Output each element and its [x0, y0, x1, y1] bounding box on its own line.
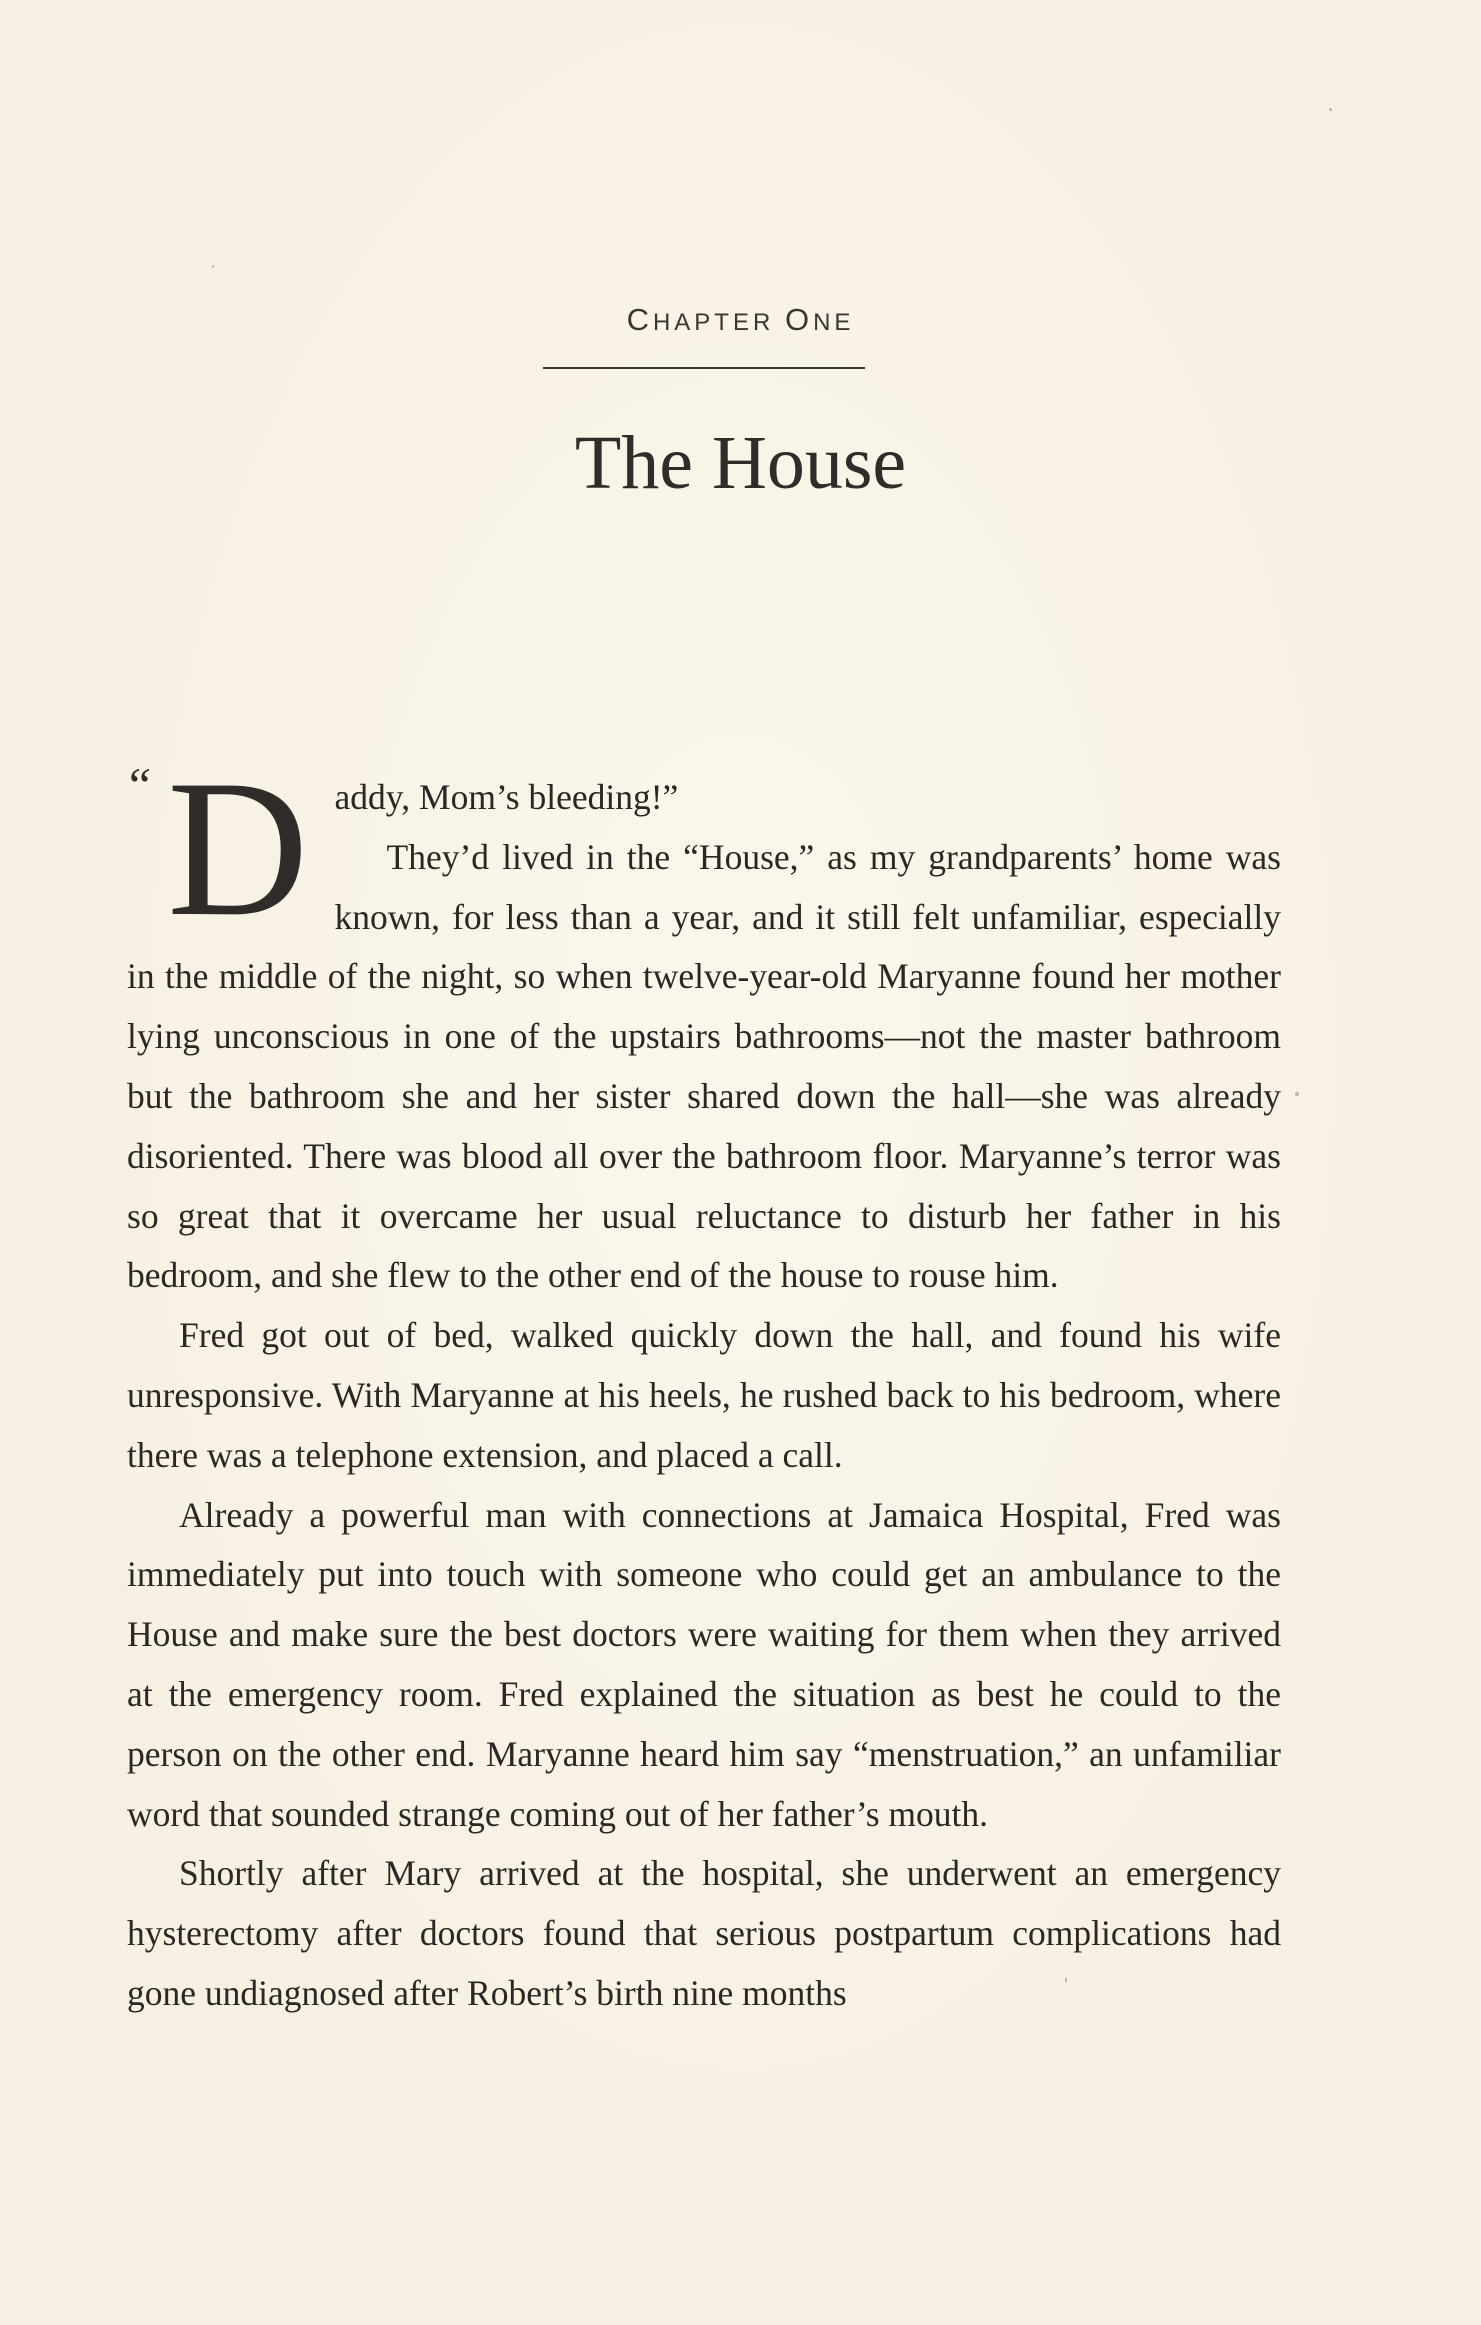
paper-speck: [1065, 1977, 1067, 1983]
paper-speck: [1329, 108, 1332, 111]
drop-cap: D: [167, 740, 309, 957]
opening-quote-mark: “: [124, 757, 152, 813]
chapter-label-number-rest: NE: [813, 309, 855, 336]
chapter-label: [0, 302, 1481, 338]
paper-speck: [1295, 1092, 1299, 1096]
opening-line: [127, 740, 1281, 957]
opening-line-text: addy, Mom’s bleeding!”: [334, 777, 679, 817]
paragraph: Shortly after Mary arrived at the hospital, she underwent an emergency hysterectomy after doctors found that serious postpartum complications had gone undiagnosed after Robert’s birth nine months: [127, 1853, 1281, 2013]
chapter-label-rest: HAPTER: [652, 309, 785, 336]
paragraph: Already a powerful man with connections at Jamaica Hospital, Fred was immediately put into touch with someone who could get an ambulance to the House and make sure the best doctors were waiting for them when they arrived at the emergency room. Fred explained the situation as best he could to the person on the other end. Maryanne heard him say “menstruation,” an unfamiliar word that sounded strange coming out of her father’s mouth.: [127, 1494, 1281, 1834]
chapter-body: [127, 740, 1281, 2024]
paragraph: They’d lived in the “House,” as my grandparents’ home was known, for less than a year, and it still felt unfamiliar, especially in the middle of the night, so when twelve-year-old Maryanne found her mother lying unconscious in one of the upstairs bathrooms—not the master bathroom but the bathroom she and her sister shared down the hall—she was already disoriented. There was blood all over the bathroom floor. Maryanne’s terror was so great that it overcame her usual reluctance to disturb her father in his bedroom, and she flew to the other end of the house to rouse him.: [127, 836, 1281, 1296]
chapter-title: The House: [574, 421, 907, 505]
chapter-divider-rule: [543, 367, 865, 369]
chapter-label-initial: C: [626, 302, 653, 337]
paper-speck: [212, 265, 214, 268]
paragraph: Fred got out of bed, walked quickly down the hall, and found his wife unresponsive. With Maryanne at his heels, he rushed back to his bedroom, where there was a telephone extension, and placed a call.: [127, 1315, 1281, 1475]
chapter-label-number-initial: O: [784, 302, 814, 337]
